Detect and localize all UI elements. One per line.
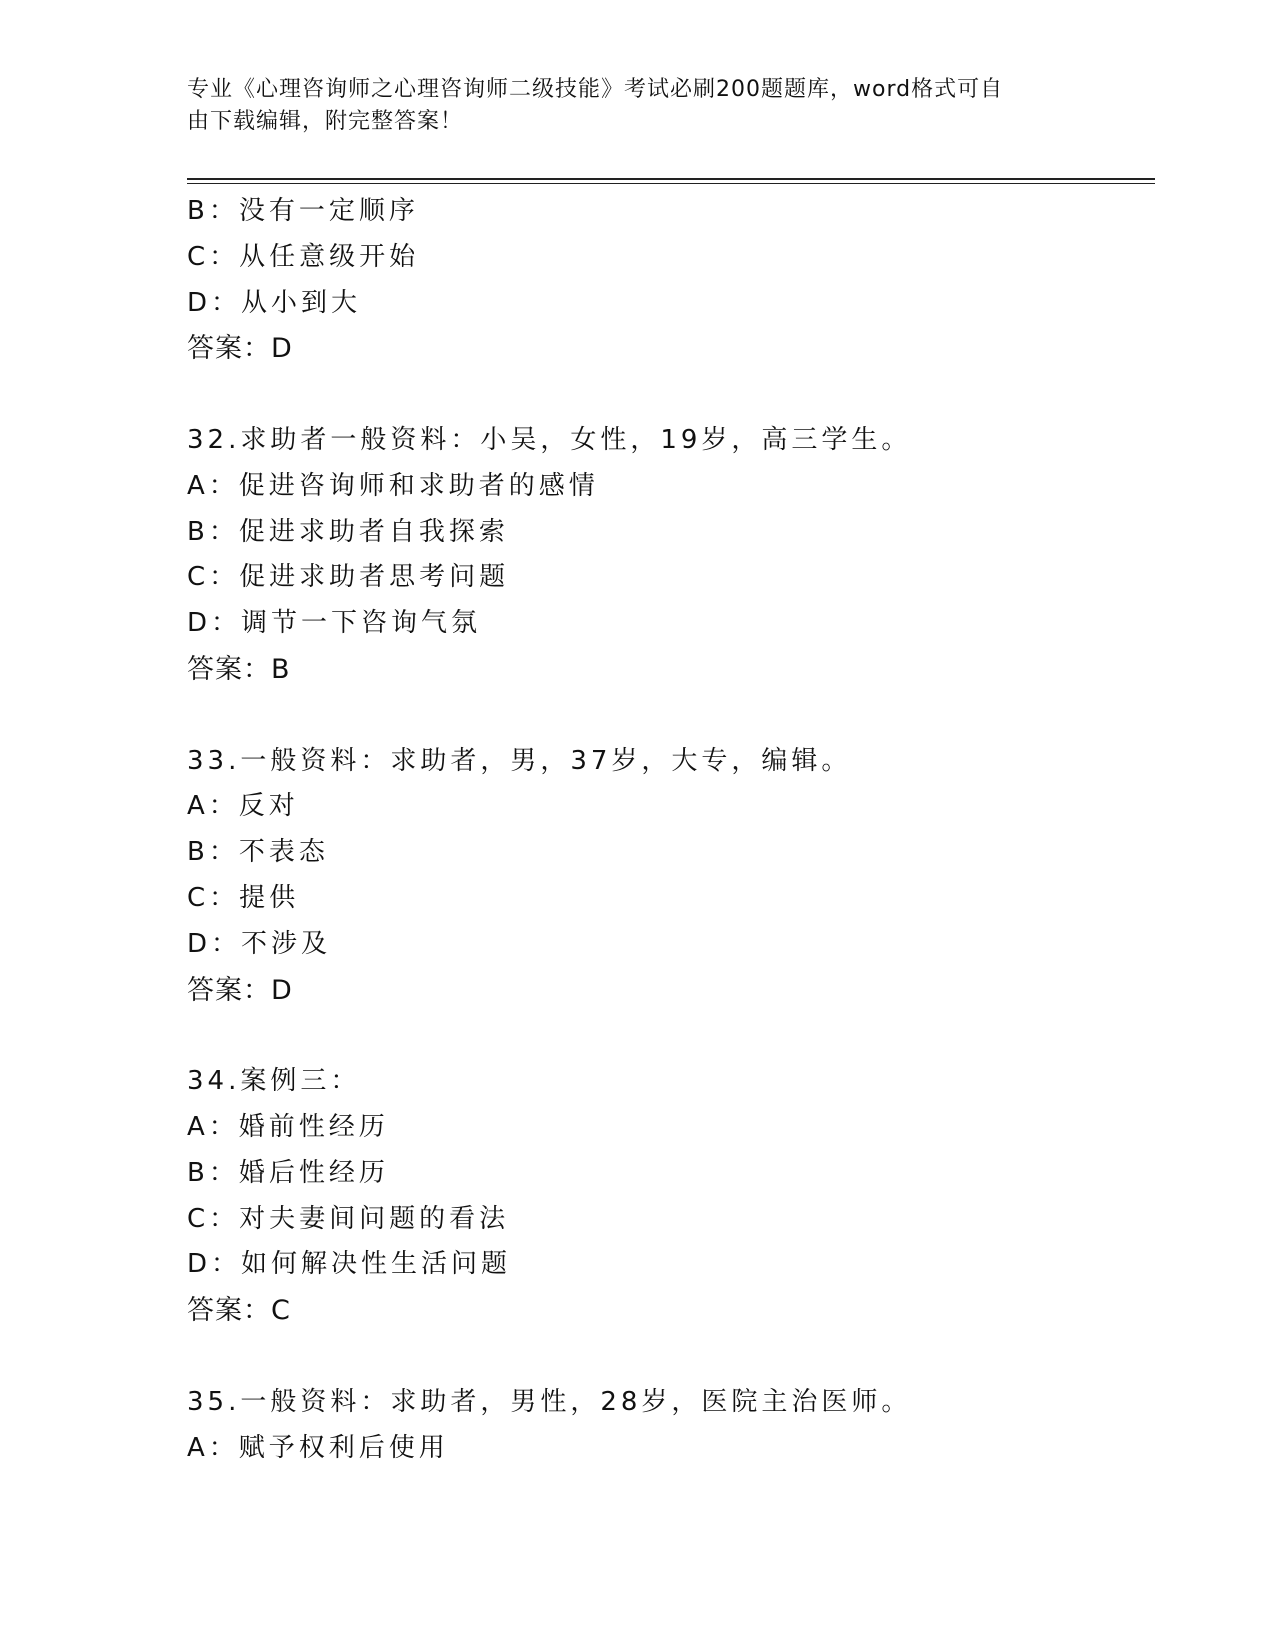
option-b: B：促进求助者自我探索	[187, 516, 509, 547]
option-c: C：促进求助者思考问题	[187, 562, 510, 593]
answer: 答案：B	[187, 653, 291, 685]
question-stem: 33.一般资料：求助者，男，37岁，大专，编辑。	[187, 745, 852, 776]
question-34	[187, 1059, 1155, 1334]
option-d: D：调节一下咨询气氛	[187, 608, 482, 639]
option-d: D：从小到大	[187, 287, 362, 318]
option-a: A：反对	[187, 791, 299, 822]
spacer	[187, 372, 1155, 418]
header-line-1: 专业《心理咨询师之心理咨询师二级技能》考试必刷200题题库，word格式可自	[187, 77, 1004, 102]
question-33	[187, 739, 1155, 1014]
option-d: D：不涉及	[187, 928, 332, 959]
option-a: A：赋予权利后使用	[187, 1432, 449, 1463]
option-a: A：促进咨询师和求助者的感情	[187, 470, 599, 501]
question-list	[187, 189, 1155, 1471]
option-b: B：不表态	[187, 837, 329, 868]
question-stem: 34.案例三：	[187, 1066, 361, 1097]
question-stem: 35.一般资料：求助者，男性，28岁，医院主治医师。	[187, 1386, 912, 1417]
option-b: B：婚后性经历	[187, 1157, 389, 1188]
header-divider-thin	[187, 183, 1155, 184]
question-32	[187, 418, 1155, 693]
option-c: C：对夫妻间问题的看法	[187, 1203, 510, 1234]
spacer	[187, 1334, 1155, 1380]
spacer	[187, 693, 1155, 739]
question-stem: 32.求助者一般资料：小吴，女性，19岁，高三学生。	[187, 424, 912, 455]
document-header	[187, 74, 1067, 138]
header-divider-thick	[187, 178, 1155, 180]
answer: 答案：D	[187, 974, 293, 1006]
answer: 答案：D	[187, 333, 293, 365]
question-35	[187, 1380, 1155, 1472]
option-d: D：如何解决性生活问题	[187, 1249, 512, 1280]
option-a: A：婚前性经历	[187, 1111, 389, 1142]
header-line-2: 由下载编辑，附完整答案！	[187, 109, 464, 134]
question-31	[187, 189, 1155, 372]
option-c: C：提供	[187, 882, 300, 913]
answer: 答案：C	[187, 1295, 291, 1327]
option-c: C：从任意级开始	[187, 241, 420, 272]
spacer	[187, 1013, 1155, 1059]
option-b: B：没有一定顺序	[187, 196, 419, 226]
